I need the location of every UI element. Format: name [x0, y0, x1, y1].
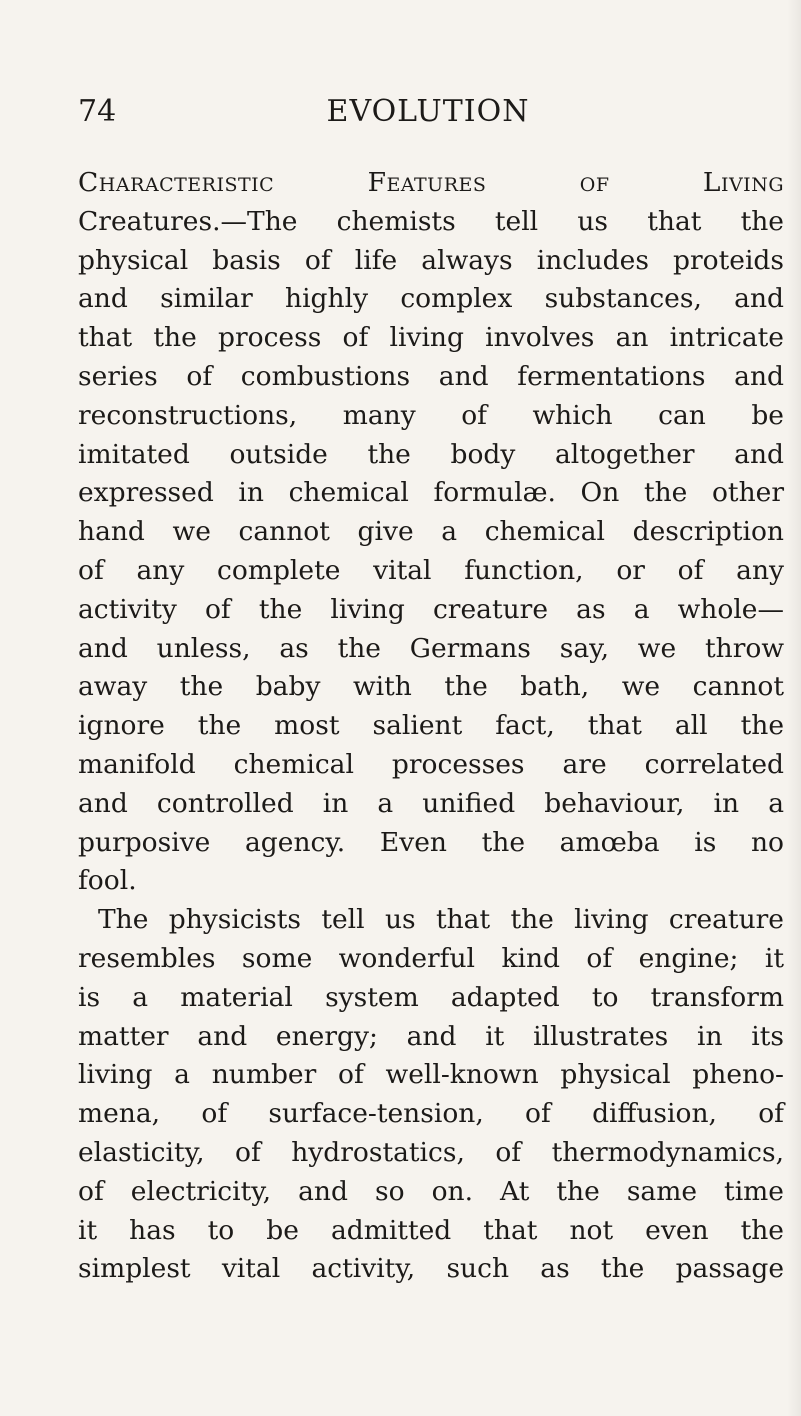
text-line: Creatures.—The chemists tell us that the	[78, 205, 784, 237]
text-line: away the baby with the bath, we cannot	[78, 671, 784, 703]
text-line: The physicists tell us that the living creature	[98, 904, 784, 936]
text-line: of electricity, and so on. At the same time	[78, 1175, 784, 1207]
text-line: matter and energy; and it illustrates in its	[78, 1020, 784, 1052]
text-line: living a number of well-known physical pheno-	[78, 1059, 784, 1091]
running-head	[78, 92, 778, 132]
text-line: mena, of surface-tension, of diffusion, of	[78, 1098, 784, 1130]
text-line: and controlled in a unified behaviour, in a	[78, 787, 784, 819]
text-line: fool.	[78, 865, 137, 897]
text-line: purposive agency. Even the amœba is no	[78, 826, 784, 858]
text-line: and unless, as the Germans say, we throw	[78, 632, 784, 664]
text-line: activity of the living creature as a whole—	[78, 593, 784, 625]
text-line: that the process of living involves an intricate	[78, 322, 784, 354]
text-line: it has to be admitted that not even the	[78, 1214, 784, 1246]
text-line: ignore the most salient fact, that all the	[78, 710, 784, 742]
text-line: physical basis of life always includes proteids	[78, 244, 784, 276]
text-line: hand we cannot give a chemical description	[78, 516, 784, 548]
text-line: is a material system adapted to transform	[78, 981, 784, 1013]
text-line: resembles some wonderful kind of engine; it	[78, 942, 784, 974]
text-line: expressed in chemical formulæ. On the other	[78, 477, 784, 509]
text-line: of any complete vital function, or of any	[78, 554, 784, 586]
page-number: 74	[78, 94, 117, 129]
text-line: series of combustions and fermentations and	[78, 360, 784, 392]
body-text	[78, 164, 784, 1289]
page-edge-shadow	[787, 0, 801, 1416]
text-line: elasticity, of hydrostatics, of thermodynamics,	[78, 1136, 784, 1168]
text-line: simplest vital activity, such as the passage	[78, 1253, 784, 1285]
text-line: and similar highly complex substances, and	[78, 283, 784, 315]
running-title: EVOLUTION	[326, 94, 530, 129]
text-line: imitated outside the body altogether and	[78, 438, 784, 470]
text-line: manifold chemical processes are correlated	[78, 748, 784, 780]
text-line: reconstructions, many of which can be	[78, 399, 784, 431]
text-line: Characteristic Features of Living	[78, 167, 784, 198]
